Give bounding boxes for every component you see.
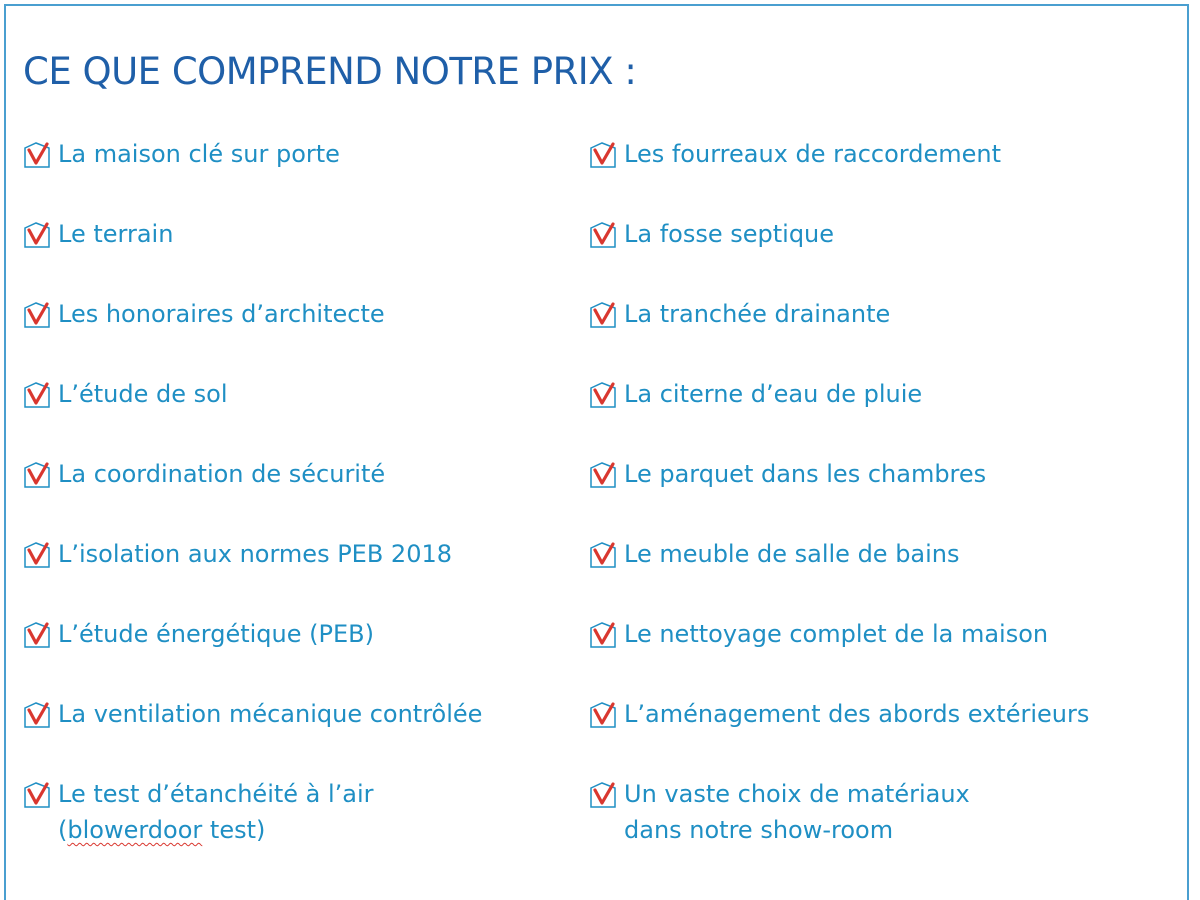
item-label: Les honoraires d’architecte [58,300,385,328]
checkbox-tick-icon [22,540,52,570]
item-label: Le nettoyage complet de la maison [624,620,1049,648]
item-label: L’aménagement des abords extérieurs [624,700,1090,728]
checkbox-tick-icon [22,460,52,490]
checkbox-tick-icon [588,780,618,810]
list-item-etude-energetique [22,620,374,652]
list-item-honoraires [22,300,385,332]
item-label: Le parquet dans les chambres [624,460,987,488]
item-label-multiline [624,776,970,848]
list-item-materiaux [588,780,970,848]
list-item-amenagement [588,700,1090,732]
page-title: CE QUE COMPREND NOTRE PRIX : [23,50,637,93]
line2-rest: test) [202,816,266,844]
item-label: L’isolation aux normes PEB 2018 [58,540,453,568]
list-item-fourreaux [588,140,1001,172]
checkbox-tick-icon [22,300,52,330]
checkbox-tick-icon [22,220,52,250]
list-item-maison [22,140,340,172]
item-label: Le meuble de salle de bains [624,540,960,568]
item-label: La ventilation mécanique contrôlée [58,700,483,728]
list-item-citerne [588,380,923,412]
item-label-line1: Un vaste choix de matériaux [624,780,970,808]
item-label: L’étude énergétique (PEB) [58,620,374,648]
list-item-etude-sol [22,380,228,412]
item-label: La tranchée drainante [624,300,891,328]
item-label: Le terrain [58,220,174,248]
item-label: L’étude de sol [58,380,228,408]
list-item-coordination [22,460,386,492]
item-label-line2: dans notre show-room [624,816,894,844]
checkbox-tick-icon [588,380,618,410]
checkbox-tick-icon [588,620,618,650]
list-item-terrain [22,220,174,252]
list-item-fosse [588,220,835,252]
checkbox-tick-icon [22,140,52,170]
open-paren: ( [58,816,68,844]
item-label: La citerne d’eau de pluie [624,380,923,408]
checkbox-tick-icon [588,300,618,330]
checkbox-tick-icon [588,460,618,490]
list-item-nettoyage [588,620,1049,652]
item-label: La coordination de sécurité [58,460,386,488]
item-label: La maison clé sur porte [58,140,340,168]
checkbox-tick-icon [22,380,52,410]
checkbox-tick-icon [22,620,52,650]
checkbox-tick-icon [22,780,52,810]
list-item-ventilation [22,700,483,732]
list-item-tranchee [588,300,891,332]
list-item-meuble [588,540,960,572]
checkbox-tick-icon [588,220,618,250]
item-label: La fosse septique [624,220,835,248]
checkbox-tick-icon [588,700,618,730]
list-item-isolation [22,540,453,572]
spellcheck-flagged-word: blowerdoor [67,816,203,844]
item-label-line2 [58,812,374,848]
checkbox-tick-icon [588,540,618,570]
checkbox-tick-icon [588,140,618,170]
item-label: Les fourreaux de raccordement [624,140,1001,168]
list-item-test-etancheite [22,780,374,848]
checkbox-tick-icon [22,700,52,730]
item-label-line1: Le test d’étanchéité à l’air [58,780,374,808]
list-item-parquet [588,460,987,492]
item-label-multiline [58,776,374,848]
